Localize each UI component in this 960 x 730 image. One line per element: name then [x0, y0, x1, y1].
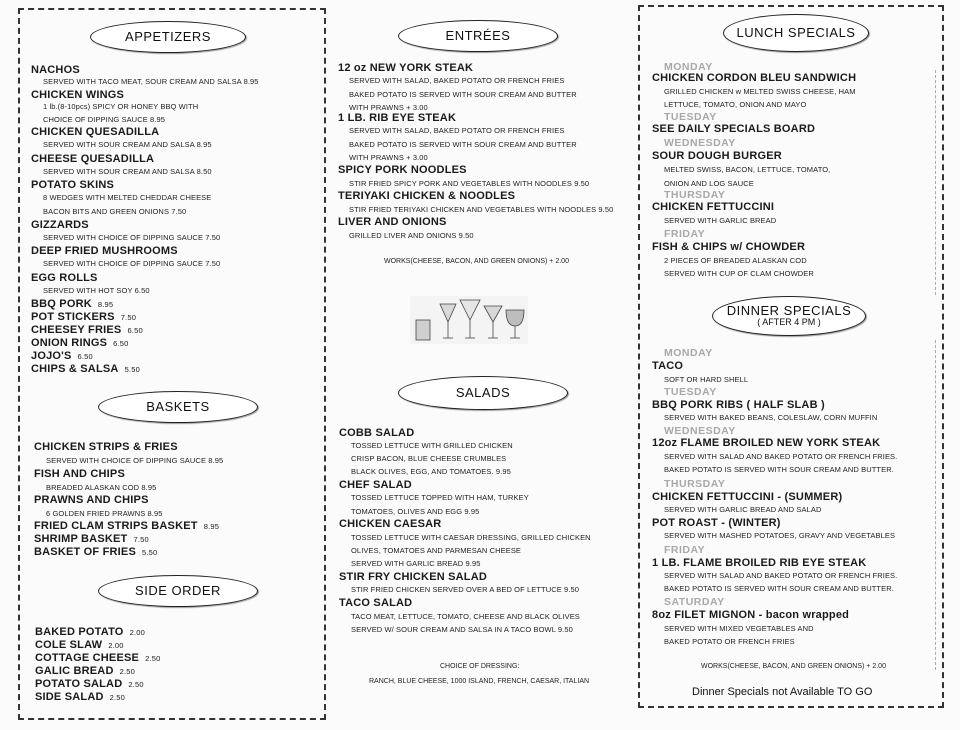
- menu-item-desc: STIR FRIED CHICKEN SERVED OVER A BED OF LETTUCE 9.50: [351, 585, 580, 594]
- menu-item-desc: 8 WEDGES WITH MELTED CHEDDAR CHEESE: [43, 193, 212, 202]
- menu-item-desc: BREADED ALASKAN COD 8.95: [46, 483, 157, 492]
- side-order-header: [98, 575, 258, 607]
- appetizers-header: [90, 21, 246, 53]
- menu-item-desc: SERVED WITH BAKED BEANS, COLESLAW, CORN MUFFIN: [664, 413, 878, 422]
- menu-item: NACHOS: [31, 64, 80, 76]
- dinner-specials-header: [712, 296, 866, 336]
- menu-item-desc: GRILLED CHICKEN w MELTED SWISS CHEESE, HAM: [664, 87, 856, 96]
- day-label: WEDNESDAY: [664, 137, 736, 149]
- menu-item: CHICKEN CAESAR: [339, 518, 442, 530]
- menu-item: FISH AND CHIPS: [34, 468, 126, 480]
- menu-item: TACO SALAD: [339, 597, 413, 609]
- side-order-title: SIDE ORDER: [135, 583, 221, 598]
- menu-item: FRIED CLAM STRIPS BASKET 8.95: [34, 520, 220, 532]
- menu-item: COBB SALAD: [339, 427, 415, 439]
- menu-item: SEE DAILY SPECIALS BOARD: [652, 123, 816, 135]
- menu-item: TACO: [652, 360, 684, 372]
- menu-item-desc: SERVED WITH SALAD, BAKED POTATO OR FRENCH FRIES: [349, 76, 565, 85]
- menu-item-desc: SERVED WITH GARLIC BREAD 9.95: [351, 559, 481, 568]
- menu-item-desc: LETTUCE, TOMATO, ONION AND MAYO: [664, 100, 807, 109]
- menu-item-desc: SERVED WITH SALAD AND BAKED POTATO OR FRENCH FRIES.: [664, 571, 898, 580]
- day-label: THURSDAY: [664, 478, 726, 490]
- menu-item-desc: SOFT OR HARD SHELL: [664, 375, 749, 384]
- menu-item-desc: GRILLED LIVER AND ONIONS 9.50: [349, 231, 474, 240]
- day-label: MONDAY: [664, 61, 713, 73]
- day-label: MONDAY: [664, 347, 713, 359]
- cocktail-glasses-illustration: [410, 296, 528, 344]
- menu-item-desc: SERVED WITH CUP OF CLAM CHOWDER: [664, 269, 814, 278]
- menu-item: COLE SLAW 2.00: [35, 639, 124, 651]
- menu-item: SPICY PORK NOODLES: [338, 164, 467, 176]
- inner-divider: [935, 340, 936, 670]
- menu-item-desc: BAKED POTATO IS SERVED WITH SOUR CREAM AND BUTTER: [349, 90, 577, 99]
- menu-item-desc: SERVED WITH MASHED POTATOES, GRAVY AND VEGETABLES: [664, 531, 896, 540]
- menu-item-desc: BAKED POTATO IS SERVED WITH SOUR CREAM AND BUTTER.: [664, 584, 894, 593]
- menu-item: 8oz FILET MIGNON - bacon wrapped: [652, 609, 850, 621]
- menu-item-desc: SERVED WITH SALAD AND BAKED POTATO OR FRENCH FRIES.: [664, 452, 898, 461]
- menu-item-desc: SERVED WITH GARLIC BREAD: [664, 216, 777, 225]
- entrees-works-note: WORKS(CHEESE, BACON, AND GREEN ONIONS) + 2.00: [384, 258, 569, 265]
- menu-item-desc: SERVED WITH TACO MEAT, SOUR CREAM AND SALSA 8.95: [43, 77, 259, 86]
- menu-item: POTATO SKINS: [31, 179, 115, 191]
- day-label: TUESDAY: [664, 111, 717, 123]
- menu-item: BASKET OF FRIES 5.50: [34, 546, 158, 558]
- menu-item: SIDE SALAD 2.50: [35, 691, 126, 703]
- menu-item-desc: BAKED POTATO IS SERVED WITH SOUR CREAM AND BUTTER: [349, 140, 577, 149]
- day-label: TUESDAY: [664, 386, 717, 398]
- menu-item-desc: SERVED WITH HOT SOY 6.50: [43, 286, 150, 295]
- menu-item: CHICKEN FETTUCCINI: [652, 201, 775, 213]
- menu-item: CHICKEN STRIPS & FRIES: [34, 441, 178, 453]
- menu-item-desc: CHOICE OF DIPPING SAUCE 8.95: [43, 115, 166, 124]
- menu-item: ONION RINGS 6.50: [31, 337, 129, 349]
- dinner-specials-subtitle: ( AFTER 4 PM ): [757, 317, 821, 327]
- not-available-notice: Dinner Specials not Available TO GO: [692, 686, 873, 698]
- menu-item: FISH & CHIPS w/ CHOWDER: [652, 241, 806, 253]
- menu-item: CHICKEN FETTUCCINI - (SUMMER): [652, 491, 843, 503]
- menu-item-desc: BAKED POTATO IS SERVED WITH SOUR CREAM AND BUTTER.: [664, 465, 894, 474]
- menu-item: POTATO SALAD 2.50: [35, 678, 144, 690]
- entrees-header: [398, 20, 558, 52]
- menu-item-desc: SERVED WITH SOUR CREAM AND SALSA 8.95: [43, 140, 212, 149]
- menu-item: COTTAGE CHEESE 2.50: [35, 652, 161, 664]
- day-label: FRIDAY: [664, 228, 706, 240]
- menu-item-desc: TOSSED LETTUCE WITH CAESAR DRESSING, GRILLED CHICKEN: [351, 533, 591, 542]
- menu-item-desc: SERVED WITH CHOICE OF DIPPING SAUCE 7.50: [43, 233, 221, 242]
- dressing-options: RANCH, BLUE CHEESE, 1000 ISLAND, FRENCH, CAESAR, ITALIAN: [369, 678, 590, 685]
- menu-item-desc: SERVED WITH SOUR CREAM AND SALSA 8.50: [43, 167, 212, 176]
- menu-item-desc: CRISP BACON, BLUE CHEESE CRUMBLES: [351, 454, 507, 463]
- menu-item: SOUR DOUGH BURGER: [652, 150, 782, 162]
- appetizers-title: APPETIZERS: [125, 29, 211, 44]
- day-label: SATURDAY: [664, 596, 725, 608]
- menu-item-desc: WITH PRAWNS + 3.00: [349, 153, 428, 162]
- menu-item-desc: MELTED SWISS, BACON, LETTUCE, TOMATO,: [664, 165, 831, 174]
- menu-item-desc: TOSSED LETTUCE TOPPED WITH HAM, TURKEY: [351, 493, 529, 502]
- menu-item: GALIC BREAD 2.50: [35, 665, 135, 677]
- menu-item-desc: BAKED POTATO OR FRENCH FRIES: [664, 637, 795, 646]
- menu-item-desc: BACON BITS AND GREEN ONIONS 7.50: [43, 207, 187, 216]
- menu-item: CHICKEN QUESADILLA: [31, 126, 160, 138]
- menu-item: 12 oz NEW YORK STEAK: [338, 62, 474, 74]
- salads-header: [398, 376, 568, 410]
- menu-item: CHEESEY FRIES 6.50: [31, 324, 143, 336]
- menu-item: CHEESE QUESADILLA: [31, 153, 155, 165]
- menu-item-desc: SERVED WITH CHOICE OF DIPPING SAUCE 7.50: [43, 259, 221, 268]
- menu-item-desc: OLIVES, TOMATOES AND PARMESAN CHEESE: [351, 546, 522, 555]
- menu-item-desc: TACO MEAT, LETTUCE, TOMATO, CHEESE AND BLACK OLIVES: [351, 612, 580, 621]
- day-label: WEDNESDAY: [664, 425, 736, 437]
- entrees-title: ENTRÉES: [445, 28, 511, 43]
- menu-item-desc: SERVED WITH CHOICE OF DIPPING SAUCE 8.95: [46, 456, 224, 465]
- menu-item: CHIPS & SALSA 5.50: [31, 363, 140, 375]
- menu-item: POT STICKERS 7.50: [31, 311, 137, 323]
- menu-item-desc: 1 lb.(8-10pcs) SPICY OR HONEY BBQ WITH: [43, 102, 199, 111]
- salads-title: SALADS: [455, 385, 511, 400]
- menu-item-desc: ONION AND LOG SAUCE: [664, 179, 754, 188]
- dinner-works-note: WORKS(CHEESE, BACON, AND GREEN ONIONS) + 2.00: [701, 663, 886, 670]
- dinner-specials-title: DINNER SPECIALS: [726, 303, 852, 318]
- menu-item: JOJO'S 6.50: [31, 350, 93, 362]
- day-label: FRIDAY: [664, 544, 706, 556]
- menu-item-desc: TOSSED LETTUCE WITH GRILLED CHICKEN: [351, 441, 513, 450]
- menu-item-desc: 6 GOLDEN FRIED PRAWNS 8.95: [46, 509, 163, 518]
- menu-item: SHRIMP BASKET 7.50: [34, 533, 149, 545]
- baskets-header: [98, 391, 258, 423]
- day-label: THURSDAY: [664, 189, 726, 201]
- menu-item: GIZZARDS: [31, 219, 89, 231]
- menu-item: TERIYAKI CHICKEN & NOODLES: [338, 190, 516, 202]
- menu-item-desc: SERVED W/ SOUR CREAM AND SALSA IN A TACO BOWL 9.50: [351, 625, 573, 634]
- inner-divider: [935, 70, 936, 295]
- menu-item-desc: 2 PIECES OF BREADED ALASKAN COD: [664, 256, 807, 265]
- menu-item: CHICKEN WINGS: [31, 89, 125, 101]
- menu-item: BBQ PORK 8.95: [31, 298, 114, 310]
- menu-item: CHEF SALAD: [339, 479, 412, 491]
- menu-item: PRAWNS AND CHIPS: [34, 494, 149, 506]
- lunch-specials-header: [723, 14, 869, 52]
- menu-item: CHICKEN CORDON BLEU SANDWICH: [652, 72, 857, 84]
- menu-item: POT ROAST - (WINTER): [652, 517, 781, 529]
- baskets-title: BASKETS: [146, 399, 210, 414]
- menu-item-desc: SERVED WITH MIXED VEGETABLES AND: [664, 624, 814, 633]
- dressing-label: CHOICE OF DRESSING:: [440, 663, 520, 670]
- menu-item-desc: SERVED WITH SALAD, BAKED POTATO OR FRENCH FRIES: [349, 126, 565, 135]
- menu-item: LIVER AND ONIONS: [338, 216, 447, 228]
- menu-item: BAKED POTATO 2.00: [35, 626, 145, 638]
- menu-item: BBQ PORK RIBS ( HALF SLAB ): [652, 399, 825, 411]
- menu-item-desc: TOMATOES, OLIVES AND EGG 9.95: [351, 507, 480, 516]
- menu-item: 1 LB. RIB EYE STEAK: [338, 112, 457, 124]
- menu-item-desc: SERVED WITH GARLIC BREAD AND SALAD: [664, 505, 822, 514]
- menu-item-desc: WITH PRAWNS + 3.00: [349, 103, 428, 112]
- menu-item-desc: BLACK OLIVES, EGG, AND TOMATOES. 9.95: [351, 467, 511, 476]
- menu-item: DEEP FRIED MUSHROOMS: [31, 245, 178, 257]
- menu-item: 1 LB. FLAME BROILED RIB EYE STEAK: [652, 557, 867, 569]
- menu-item-desc: STIR FRIED TERIYAKI CHICKEN AND VEGETABLES WITH NOODLES 9.50: [349, 205, 614, 214]
- menu-item: STIR FRY CHICKEN SALAD: [339, 571, 488, 583]
- menu-item-desc: STIR FRIED SPICY PORK AND VEGETABLES WITH NOODLES 9.50: [349, 179, 590, 188]
- lunch-specials-title: LUNCH SPECIALS: [736, 25, 856, 40]
- menu-item: 12oz FLAME BROILED NEW YORK STEAK: [652, 437, 881, 449]
- menu-item: EGG ROLLS: [31, 272, 98, 284]
